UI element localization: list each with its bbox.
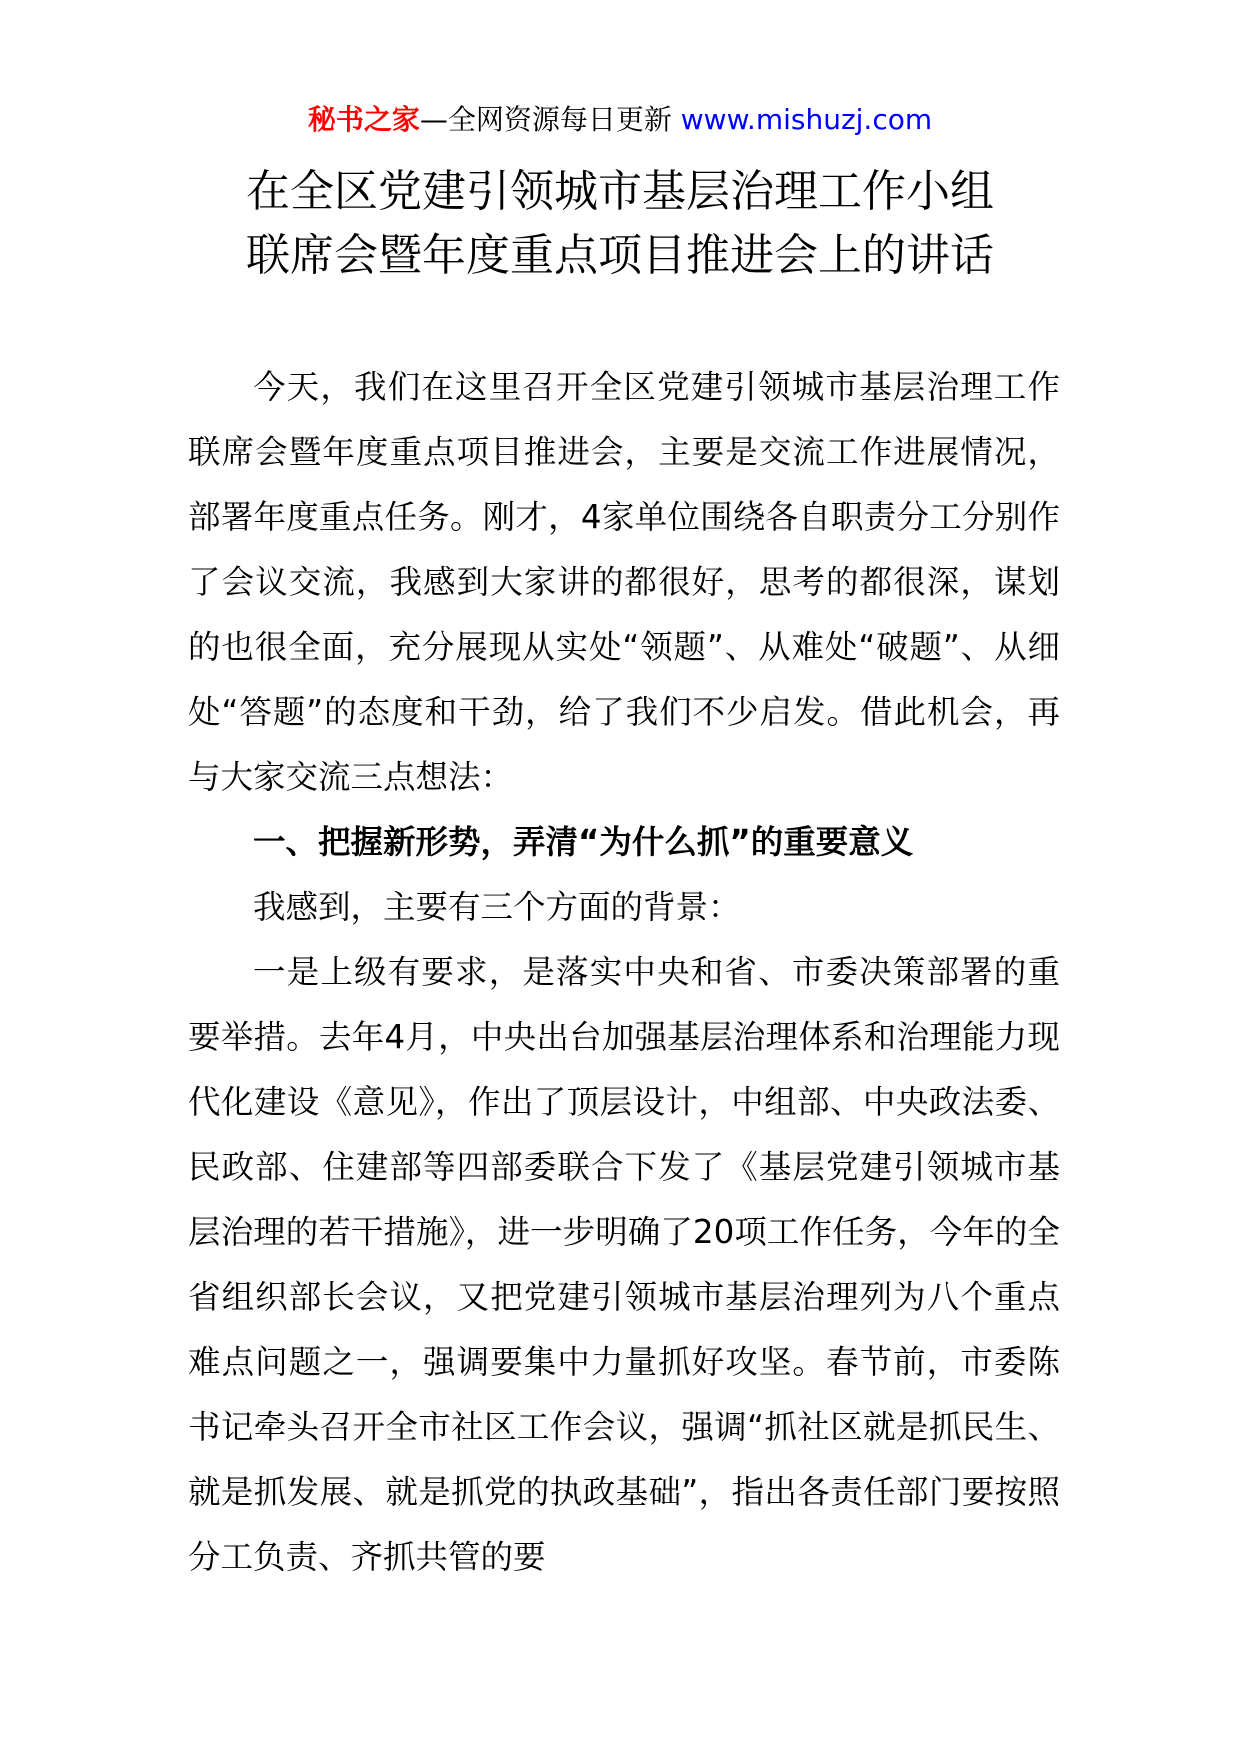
- document-body: [188, 355, 1060, 1590]
- site-tagline: —全网资源每日更新: [419, 103, 681, 136]
- section-heading-1: 一、把握新形势，弄清“为什么抓”的重要意义: [253, 823, 914, 861]
- paragraph-background: 我感到，主要有三个方面的背景：: [253, 888, 741, 926]
- site-header: [0, 100, 1240, 140]
- title-line-1: 在全区党建引领城市基层治理工作小组: [246, 166, 994, 217]
- site-brand: 秘书之家: [307, 103, 420, 136]
- site-url-link[interactable]: www.mishuzj.com: [680, 103, 933, 136]
- paragraph-point-1: 一是上级有要求，是落实中央和省、市委决策部署的重要举措。去年4月，中央出台加强基层治理体系和治理能力现代化建设《意见》，作出了顶层设计，中组部、中央政法委、民政部、住建部等四部委联合下发了《基层党建引领城市基层治理的若干措施》，进一步明确了20项工作任务，今年的全省组织部长会议，又把党建引领城市基层治理列为八个重点难点问题之一，强调要集中力量抓好攻坚。春节前，市委陈书记牵头召开全市社区工作会议，强调“抓社区就是抓民生、就是抓发展、就是抓党的执政基础”，指出各责任部门要按照分工负责、齐抓共管的要: [188, 953, 1060, 1576]
- document-title: [0, 160, 1240, 288]
- paragraph-intro: 今天，我们在这里召开全区党建引领城市基层治理工作联席会暨年度重点项目推进会，主要是交流工作进展情况，部署年度重点任务。刚才，4家单位围绕各自职责分工分别作了会议交流，我感到大家讲的都很好，思考的都很深，谋划的也很全面，充分展现从实处“领题”、从难处“破题”、从细处“答题”的态度和干劲，给了我们不少启发。借此机会，再与大家交流三点想法：: [188, 368, 1060, 796]
- title-line-2: 联席会暨年度重点项目推进会上的讲话: [246, 230, 994, 281]
